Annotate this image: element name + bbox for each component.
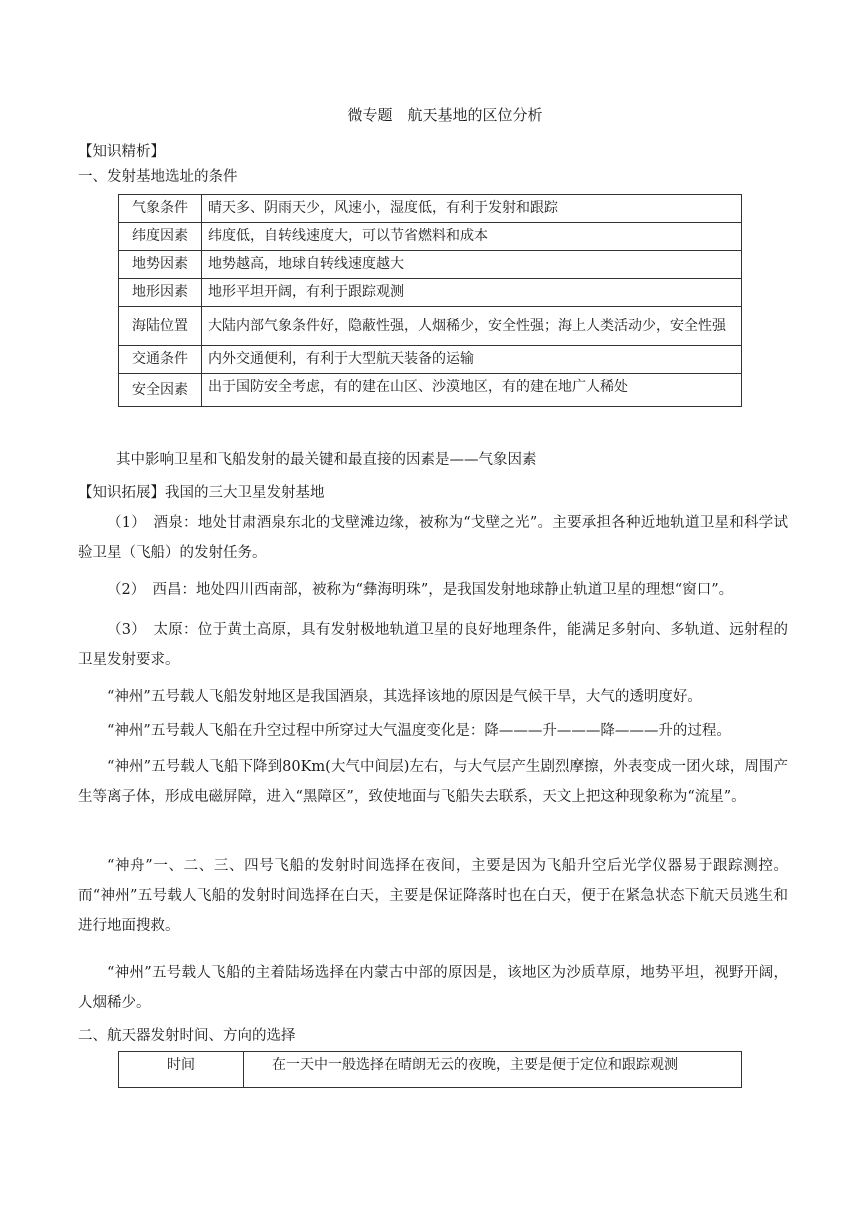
table-row [119, 307, 742, 346]
paragraph: “神州”五号载人飞船的主着陆场选择在内蒙古中部的原因是，该地区为沙质草原，地势平坦，视野开阔，人烟稀少。 [78, 965, 788, 1011]
desc-cell: 地形平坦开阔，有利于跟踪观测 [202, 279, 742, 307]
factor-cell: 交通条件 [119, 346, 202, 374]
factor-cell: 安全因素 [119, 374, 202, 407]
expand-title: 我国的三大卫星发射基地 [165, 485, 325, 501]
knowledge-header: 【知识精析】 [78, 144, 165, 160]
table-row [119, 374, 742, 407]
page-title: 微专题 航天基地的区位分析 [347, 106, 543, 124]
desc-cell: 纬度低，自转线速度大，可以节省燃料和成本 [202, 223, 742, 251]
paragraph: “神州”五号载人飞船发射地区是我国酒泉，其选择该地的原因是气候干旱，大气的透明度好。 [107, 689, 702, 705]
desc-cell: 大陆内部气象条件好，隐蔽性强，人烟稀少，安全性强；海上人类活动少，安全性强 [202, 307, 742, 346]
table-row [119, 1052, 742, 1088]
table-row [119, 251, 742, 279]
factor-cell: 气象条件 [119, 195, 202, 223]
key-factor-note: 其中影响卫星和飞船发射的最关键和最直接的因素是——气象因素 [116, 452, 537, 468]
desc-cell: 地势越高，地球自转线速度越大 [202, 251, 742, 279]
desc-cell: 内外交通便利，有利于大型航天装备的运输 [202, 346, 742, 374]
desc-cell: 在一天中一般选择在晴朗无云的夜晚，主要是便于定位和跟踪观测 [244, 1052, 742, 1088]
paragraph: “神州”五号载人飞船在升空过程中所穿过大气温度变化是：降———升———降———升的过程。 [107, 723, 731, 739]
factor-cell: 时间 [119, 1052, 244, 1088]
base-jiuquan: （1） 酒泉：地处甘肃酒泉东北的戈壁滩边缘，被称为“戈壁之光”。主要承担各种近地轨道卫星和科学试验卫星（飞船）的发射任务。 [78, 515, 788, 561]
table-row [119, 223, 742, 251]
launch-choice-table [118, 1051, 742, 1088]
paragraph: “神州”五号载人飞船下降到80Km(大气中间层)左右，与大气层产生剧烈摩擦，外表变成一团火球，周围产生等离子体，形成电磁屏障，进入“黑障区”，致使地面与飞船失去联系，天文上把这种现象称为“流星”。 [78, 759, 788, 805]
factor-cell: 地形因素 [119, 279, 202, 307]
paragraph: “神舟”一、二、三、四号飞船的发射时间选择在夜间，主要是因为飞船升空后光学仪器易于跟踪测控。而“神州”五号载人飞船的发射时间选择在白天，主要是保证降落时也在白天，便于在紧急状态下航天员逃生和进行地面搜救。 [78, 858, 788, 934]
table-row [119, 346, 742, 374]
expand-line [78, 481, 325, 502]
factor-cell: 海陆位置 [119, 307, 202, 346]
factor-cell: 地势因素 [119, 251, 202, 279]
section2-heading: 二、航天器发射时间、方向的选择 [78, 1028, 296, 1044]
factor-cell: 纬度因素 [119, 223, 202, 251]
table-row [119, 195, 742, 223]
desc-cell: 晴天多、阴雨天少，风速小，湿度低，有利于发射和跟踪 [202, 195, 742, 223]
desc-cell: 出于国防安全考虑，有的建在山区、沙漠地区，有的建在地广人稀处 [202, 374, 742, 407]
base-xichang: （2） 西昌：地处四川西南部，被称为“彝海明珠”，是我国发射地球静止轨道卫星的理想“窗口”。 [107, 582, 734, 598]
table-row [119, 279, 742, 307]
site-conditions-table [118, 194, 742, 407]
section1-heading: 一、发射基地选址的条件 [78, 169, 238, 185]
base-taiyuan: （3） 太原：位于黄土高原，具有发射极地轨道卫星的良好地理条件，能满足多射向、多轨道、远射程的卫星发射要求。 [78, 622, 788, 668]
expand-header: 【知识拓展】 [78, 485, 165, 501]
